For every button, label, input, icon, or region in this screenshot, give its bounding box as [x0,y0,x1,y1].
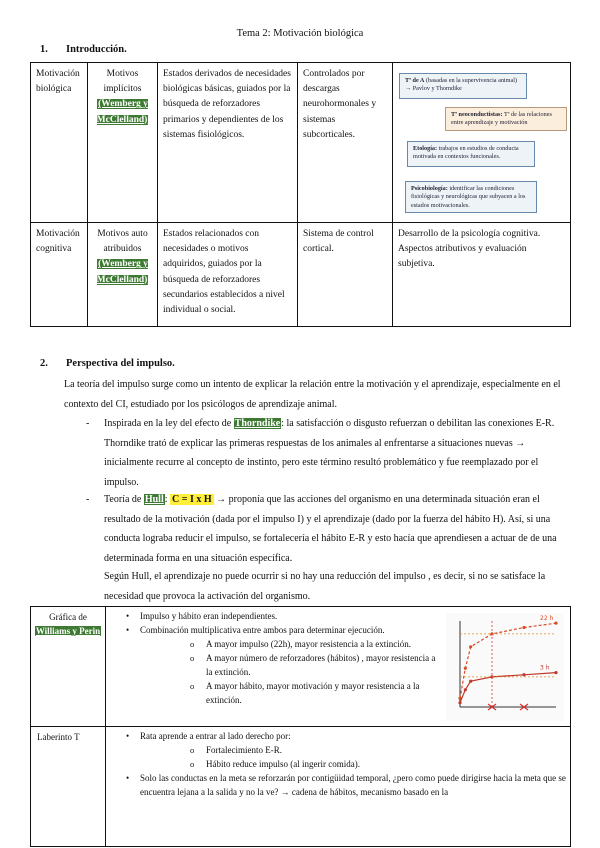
formula-highlight: C = I x H [172,494,212,505]
motive-cell [88,63,158,223]
intro-table [30,62,571,327]
diagram-box-ethology: Etología: trabajos en estudios de conducta motivada en contextos funcionales. [407,141,535,167]
description-cell: Estados relacionados con necesidades o motivos adquiridos, guiados por la búsqueda de reforzadores secundarios establecidos a nivel individual o social. [158,223,298,327]
hull-paragraph: Según Hull, el aprendizaje no puede ocurrir si no hay una reducción del impulso , es decir, si no se satisface la necesidad que provoca la activación del organismo. [104,571,546,602]
examples-table [30,606,571,847]
section-2-heading [40,358,175,369]
list-item: o A mayor hábito, mayor motivación y mayor resistencia a la extinción. [140,680,440,708]
citation-highlight: (Wemberg y McClelland) [96,259,148,285]
list-item: - Inspirada en la ley del efecto de Thorndike: la satisfacción o disgusto refuerzan o debilitan las conexiones E-R. Thorndike trató de explicar las primeras respuestas de los animales al enfrentarse a situaciones nuevas → inicialmente recurre al concepto de instinto, pero este término resultó problemático y fue reemplazado por el impulso. [86,418,555,488]
diagram-box-psychobiology: Psicobiología: identificar las condiciones fisiológicas y neurológicas que subyacen a los estados motivacionales. [405,181,537,213]
maze-details-cell [106,727,571,847]
citation-highlight: (Wemberg y McClelland) [96,99,148,125]
row-label-cognitive: Motivación cognitiva [31,223,88,327]
list-item: - Teoría de Hull: C = I x H → proponía que las acciones del organismo en una determinada situación eran el resultado de la motivación (dada por el impulso I) y el aprendizaje (dado por la fuerza del hábito H). Así, si una conducta lograba reducir el impulso, se fortalecería el hábito E-R y esto hacía que aprendiesen a actuar de de una determinada forma en una situación específica. [86,494,557,564]
list-item: o Fortalecimiento E-R. [140,744,566,758]
control-cell: Controlados por descargas neurohormonales y sistemas subcorticales. [298,63,393,223]
series-label: 22 h [540,615,554,623]
list-item: • Combinación multiplicativa entre ambos para determinar ejecución. o A mayor impulso (22h), mayor resistencia a la extinción. o A mayor número de reforzadores (hábitos) , mayor resistencia a la extinción. o A mayor hábito, mayor motivación y mayor resistencia a la extinción. [110,624,440,708]
list-item: • Rata aprende a entrar al lado derecho por: o Fortalecimiento E-R. o Hábito reduce impulso (al ingerir comida). [110,730,566,772]
data-point [469,680,472,683]
row-label-maze: Laberinto T [31,727,106,847]
section-1-title: Introducción. [66,44,127,55]
data-point [554,671,557,674]
table-row [31,63,571,223]
row-label-biological: Motivación biológica [31,63,88,223]
author-highlight: Thorndike [234,418,281,429]
motive-text: Motivos implícitos [103,69,142,95]
list-item: o A mayor número de reforzadores (hábitos) , mayor resistencia a la extinción. [140,652,440,680]
list-item: o A mayor impulso (22h), mayor resistencia a la extinción. [140,638,440,652]
note-cell: Desarrollo de la psicología cognitiva. Aspectos atributivos y evaluación subjetiva. [393,223,571,327]
description-cell: Estados derivados de necesidades biológicas básicas, guiados por la búsqueda de reforzadores primarios y dependientes de los sistemas fisiológicos. [158,63,298,223]
section-2-number: 2. [40,358,48,369]
motive-cell [88,223,158,327]
data-point [464,667,467,670]
list-item: • Solo las conductas en la meta se reforzarán por contigüidad temporal, ¿pero como puede dirigirse hacia la meta que se encuentra lejana a la salida y no la ve? → cadena de hábitos, mecanismo basado en la [110,772,566,800]
author-highlight: Williams y Perin [35,625,101,636]
control-cell: Sistema de control cortical. [298,223,393,327]
motive-text: Motivos auto atribuidos [97,229,148,255]
diagram-box-neobehaviorist: Tª neoconductistas: Tª de las relaciones entre aprendizaje y motivación [445,107,567,131]
section-2-title: Perspectiva del impulso. [66,358,175,369]
theory-diagram [393,63,569,221]
table-row [31,607,571,727]
data-point [458,701,461,704]
section-1-heading [40,44,127,55]
section-2-intro: La teoría del impulso surge como un intento de explicar la relación entre la motivación y el aprendizaje, especialmente en el contexto del CI, estudiado por los psicólogos de aprendizaje animal. [64,379,561,410]
diagram-box-learning: Tª de A (basadas en la supervivencia animal) → Pavlov y Thorndike [399,73,527,99]
author-highlight: Hull [144,494,164,505]
data-point [522,673,525,676]
table-row [31,223,571,327]
series-label: 3 h [540,664,550,672]
data-point [522,626,525,629]
document-title: Tema 2: Motivación biológica [236,28,364,39]
section-1-number: 1. [40,44,48,55]
data-point [554,622,557,625]
graph-details-cell [106,607,571,727]
data-point [464,688,467,691]
table-row [31,727,571,847]
list-item: • Impulso y hábito eran independientes. [110,610,440,624]
row-label-graph: Gráfica de Williams y Perin [31,607,106,727]
figure-cell [393,63,571,223]
williams-perin-chart [446,613,564,721]
list-item: o Hábito reduce impulso (al ingerir comida). [140,758,566,772]
data-point [469,645,472,648]
